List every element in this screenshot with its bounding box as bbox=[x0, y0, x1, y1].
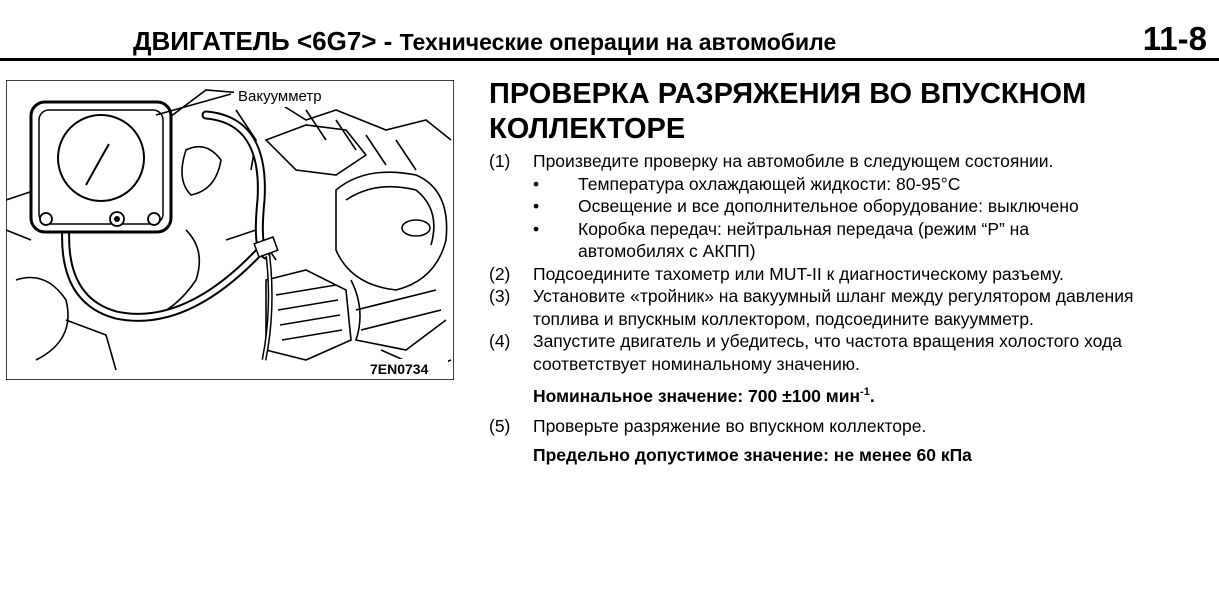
page-number: 11-8 bbox=[1142, 20, 1207, 57]
header-title-main: ДВИГАТЕЛЬ <6G7> - bbox=[133, 26, 400, 56]
step-number: (4) bbox=[489, 331, 511, 351]
nominal-value-text: Номинальное значение: 700 ±100 мин bbox=[533, 385, 861, 406]
step-text: Установите «тройник» на вакуумный шланг между регулятором давления топлива и впускным коллектором, подсоедините вакуумметр. bbox=[533, 286, 1134, 329]
step-5 bbox=[489, 415, 1209, 438]
step-number: (2) bbox=[489, 263, 511, 284]
page-header bbox=[0, 0, 1219, 62]
nominal-value bbox=[489, 381, 1209, 407]
nominal-value-end: . bbox=[869, 385, 875, 406]
vacuum-gauge bbox=[31, 102, 171, 232]
list-item bbox=[533, 218, 1209, 263]
condition-list bbox=[533, 173, 1209, 263]
step-number: (1) bbox=[489, 151, 511, 171]
step-text: Проверьте разряжение во впускном коллекторе. bbox=[533, 416, 927, 437]
bullet-text: Коробка передач: нейтральная передача (режим “P” на автомобилях с АКПП) bbox=[578, 218, 1030, 261]
vacuum-gauge-illustration bbox=[6, 80, 454, 380]
step-number: (3) bbox=[489, 286, 511, 306]
header-rule bbox=[0, 58, 1219, 61]
step-4 bbox=[489, 330, 1209, 375]
step-text: Произведите проверку на автомобиле в следующем состоянии. bbox=[533, 151, 1054, 171]
section-title bbox=[489, 77, 1189, 147]
bullet-text: Температура охлаждающей жидкости: 80-95°C bbox=[578, 173, 961, 194]
step-3 bbox=[489, 285, 1209, 330]
bullet-icon: • bbox=[533, 218, 540, 239]
list-item bbox=[533, 195, 1209, 218]
section-title-line2: КОЛЛЕКТОРЕ bbox=[489, 113, 686, 145]
step-text: Запустите двигатель и убедитесь, что частота вращения холостого хода соответствует номинальному значению. bbox=[533, 331, 1122, 374]
limit-value: Предельно допустимое значение: не менее 60 кПа bbox=[533, 444, 972, 465]
engine-drawing bbox=[6, 80, 454, 380]
step-text: Подсоедините тахометр или MUT-II к диагностическому разъему. bbox=[533, 263, 1064, 284]
bullet-icon: • bbox=[533, 196, 540, 216]
list-item bbox=[533, 173, 1209, 196]
bullet-icon: • bbox=[533, 173, 540, 194]
section-title-line1: ПРОВЕРКА РАЗРЯЖЕНИЯ ВО ВПУСКНОМ bbox=[489, 78, 1087, 110]
header-title-sub: Технические операции на автомобиле bbox=[399, 29, 837, 55]
figure-code: 7EN0734 bbox=[370, 361, 429, 377]
header-title bbox=[133, 26, 836, 57]
bullet-text: Освещение и все дополнительное оборудование: выключено bbox=[578, 196, 1079, 216]
nominal-value-exponent: -1 bbox=[860, 386, 870, 398]
step-1 bbox=[489, 150, 1209, 263]
step-number: (5) bbox=[489, 416, 511, 437]
procedure-steps bbox=[489, 150, 1209, 474]
step-2 bbox=[489, 263, 1209, 286]
callout-label: Вакуумметр bbox=[238, 88, 322, 105]
